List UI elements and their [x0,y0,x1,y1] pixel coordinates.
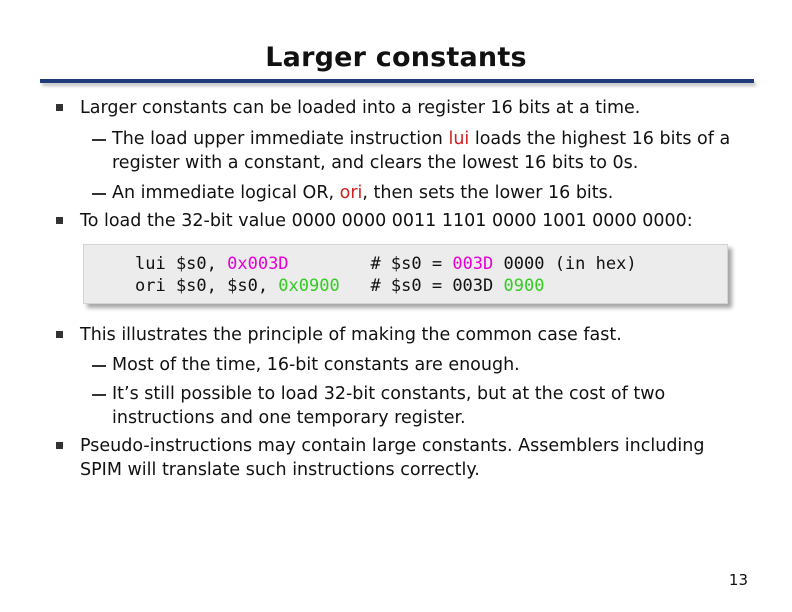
code-line-2 [135,275,544,297]
bullet-4: Pseudo-instructions may contain large constants. Assemblers including SPIM will translate such instructions correctly. [80,436,705,480]
sub-bullet-marker [92,394,106,396]
sub-bullet-marker [92,193,106,195]
bullet-3: This illustrates the principle of making the common case fast. [80,325,622,345]
code-line-1 [135,253,637,275]
code-text: lui $s0, [135,254,228,274]
title-underline [40,79,754,83]
code-comment: # $s0 = 003D [370,276,504,296]
bullet-1-sub-2 [112,181,772,205]
code-comment: # $s0 = [370,254,453,274]
keyword-ori: ori [339,183,363,203]
sub-bullet-marker [92,365,106,367]
code-immediate-upper: 0x003D [227,254,289,274]
bullet-2: To load the 32-bit value 0000 0000 0011 1101 0000 1001 0000 0000: [80,211,693,231]
code-comment-upper: 003D [452,254,494,274]
bullet-marker [56,104,63,111]
text-run: , then sets the lower 16 bits. [362,183,614,203]
bullet-3-sub-2: It’s still possible to load 32-bit constants, but at the cost of two instructions and one temporary register. [112,384,666,428]
code-text [340,276,371,296]
text-run: An immediate logical OR, [112,183,340,203]
page-number: 13 [728,571,748,589]
code-text [289,254,371,274]
code-immediate-lower: 0x0900 [278,276,340,296]
code-comment: 0000 (in hex) [493,254,637,274]
text-run: loads the highest 16 bits of a register with a constant, and clears the lowest 16 bits to 0s. [112,129,731,173]
code-comment-lower: 0900 [503,276,545,296]
bullet-1: Larger constants can be loaded into a register 16 bits at a time. [80,98,641,118]
slide-title: Larger constants [265,42,527,73]
bullet-marker [56,331,63,338]
bullet-marker [56,217,63,224]
sub-bullet-marker [92,139,106,141]
keyword-lui: lui [448,129,470,149]
text-run: The load upper immediate instruction [112,129,449,149]
bullet-1-sub-1 [112,127,752,175]
code-text: ori $s0, $s0, [135,276,279,296]
bullet-marker [56,442,63,449]
bullet-3-sub-1: Most of the time, 16-bit constants are enough. [112,355,520,375]
